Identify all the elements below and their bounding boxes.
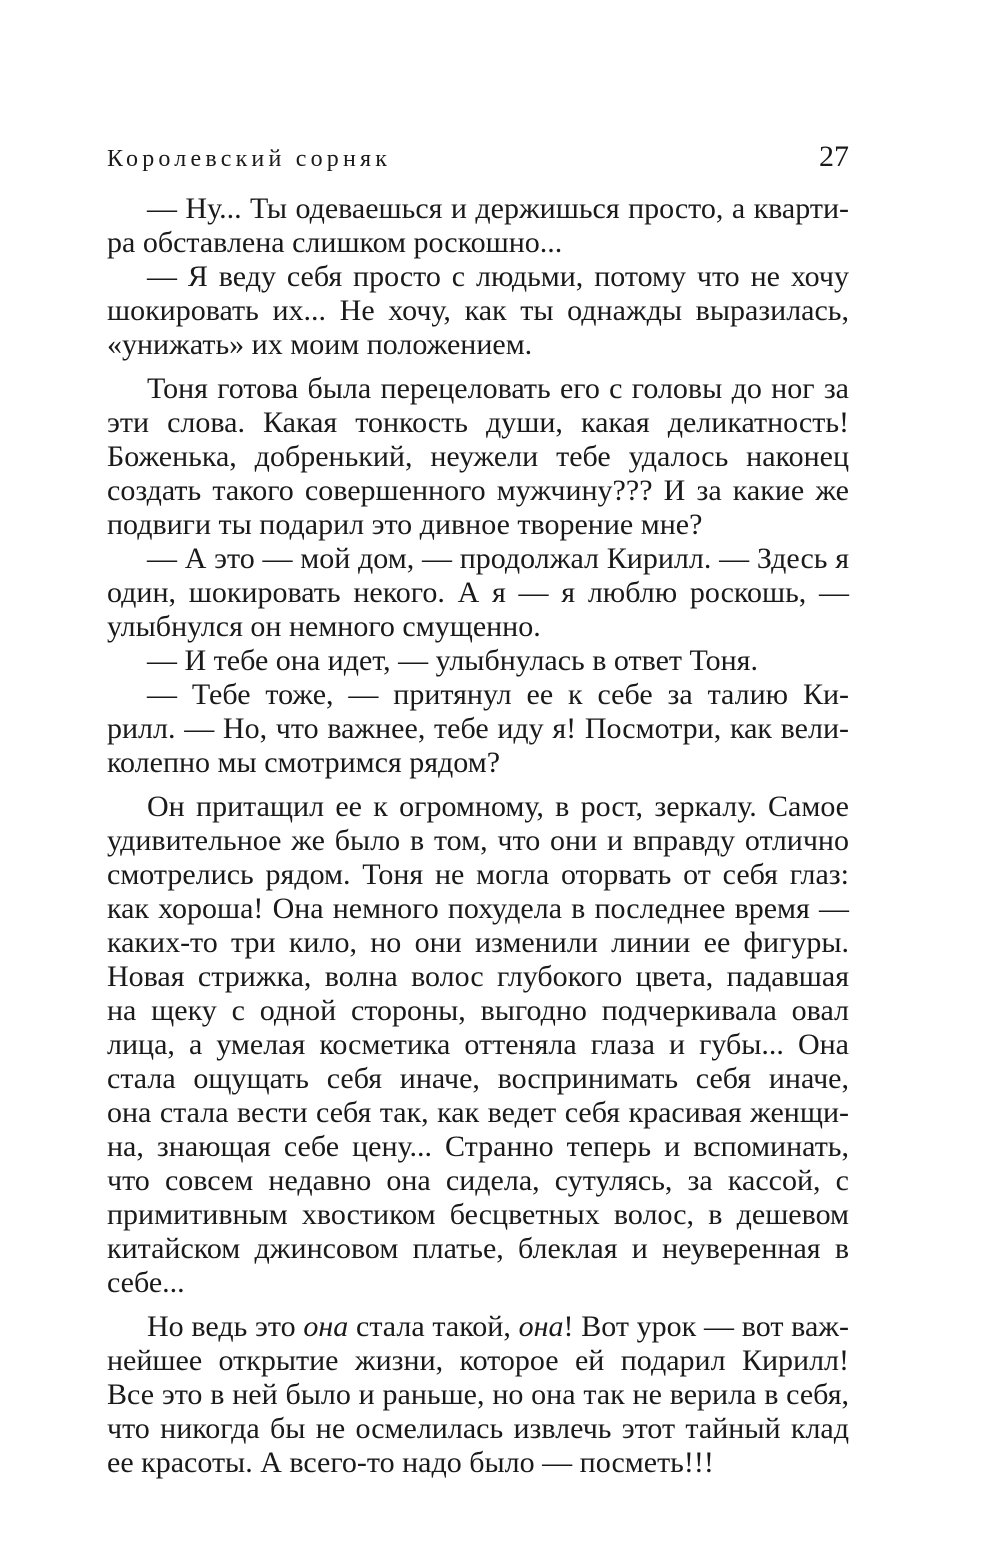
text-line: китайском джинсовом платье, блеклая и неуверенная в <box>107 1232 849 1265</box>
text-line: что совсем недавно она сидела, сутулясь, за кассой, с <box>107 1164 849 1197</box>
text-line: — Ну... Ты одеваешься и держишься просто, а кварти- <box>147 192 849 225</box>
text-segment: стала такой, <box>348 1310 519 1343</box>
text-line: Тоня готова была перецеловать его с головы до ног за <box>147 372 849 405</box>
text-segment: Но ведь это <box>147 1310 304 1343</box>
text-line: ее красоты. А всего-то надо было — посметь!!! <box>107 1446 714 1479</box>
running-title: Королевский сорняк <box>107 146 392 172</box>
text-line: Новая стрижка, волна волос глубокого цвета, падавшая <box>107 960 849 993</box>
body-text <box>107 192 849 1480</box>
text-line: нейшее открытие жизни, которое ей подарил Кирилл! <box>107 1344 849 1377</box>
text-line: как хороша! Она немного похудела в последнее время — <box>107 892 849 925</box>
italic-emphasis: она <box>303 1310 349 1343</box>
text-line: подвиги ты подарил это дивное творение мне? <box>107 508 703 541</box>
text-line: создать такого совершенного мужчину??? И за какие же <box>107 474 849 507</box>
text-line: колепно мы смотримся рядом? <box>107 746 501 779</box>
text-segment: ! Вот урок — вот важ- <box>563 1310 849 1343</box>
text-line: себе... <box>107 1266 185 1299</box>
text-line: — Я веду себя просто с людьми, потому что не хочу <box>147 260 849 293</box>
text-line: «унижать» их моим положением. <box>107 328 533 361</box>
page-number: 27 <box>819 140 849 173</box>
text-line: улыбнулся он немного смущенно. <box>107 610 541 643</box>
italic-emphasis: она <box>518 1310 564 1343</box>
running-header <box>107 138 849 186</box>
text-line: один, шокировать некого. А я — я люблю роскошь, — <box>107 576 849 609</box>
book-page <box>107 138 849 1480</box>
text-line: примитивным хвостиком бесцветных волос, в дешевом <box>107 1198 849 1231</box>
text-line: шокировать их... Не хочу, как ты однажды выразилась, <box>107 294 849 327</box>
text-line: на, знающая себе цену... Странно теперь и вспоминать, <box>107 1130 849 1163</box>
text-line: смотрелись рядом. Тоня не могла оторвать от себя глаз: <box>107 858 849 891</box>
text-line: Боженька, добренький, неужели тебе удалось наконец <box>107 440 849 473</box>
text-line: на щеку с одной стороны, выгодно подчеркивала овал <box>107 994 849 1027</box>
text-line: удивительное же было в том, что они и вправду отлично <box>107 824 849 857</box>
text-line: эти слова. Какая тонкость души, какая деликатность! <box>107 406 849 439</box>
text-line: каких-то три кило, но они изменили линии ее фигуры. <box>107 926 849 959</box>
text-line: — И тебе она идет, — улыбнулась в ответ Тоня. <box>147 644 758 677</box>
text-line: Все это в ней было и раньше, но она так не верила в себя, <box>107 1378 849 1411</box>
text-line: что никогда бы не осмелилась извлечь этот тайный клад <box>107 1412 849 1445</box>
text-line: стала ощущать себя иначе, воспринимать себя иначе, <box>107 1062 849 1095</box>
text-line: — Тебе тоже, — притянул ее к себе за талию Ки- <box>147 678 849 711</box>
text-line: рилл. — Но, что важнее, тебе иду я! Посмотри, как вели- <box>107 712 849 745</box>
text-line <box>107 1310 849 1344</box>
text-line: — А это — мой дом, — продолжал Кирилл. — Здесь я <box>147 542 849 575</box>
text-line: она стала вести себя так, как ведет себя красивая женщи- <box>107 1096 849 1129</box>
text-line: лица, а умелая косметика оттеняла глаза и губы... Она <box>107 1028 849 1061</box>
text-line: ра обставлена слишком роскошно... <box>107 226 563 259</box>
text-line: Он притащил ее к огромному, в рост, зеркалу. Самое <box>147 790 849 823</box>
